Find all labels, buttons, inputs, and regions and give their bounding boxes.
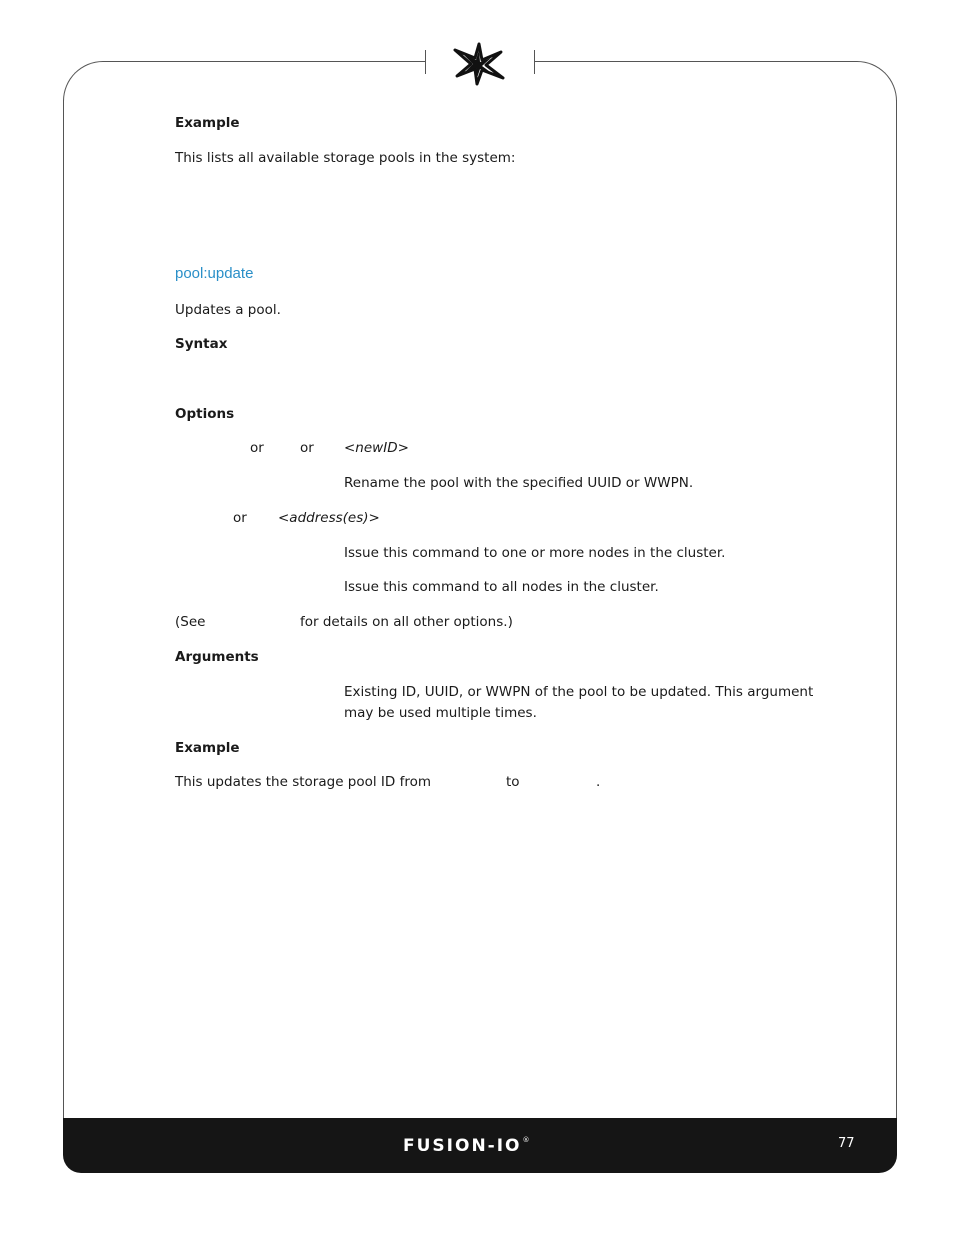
arguments-heading: Arguments: [175, 649, 259, 665]
pool-update-description: Updates a pool.: [175, 302, 281, 318]
example-description: This lists all available storage pools in the system:: [175, 150, 516, 166]
footer-brand-text: FUSION-IO: [403, 1136, 522, 1156]
page-frame-top-right: [535, 61, 897, 101]
options-heading: Options: [175, 406, 235, 422]
footer-brand-logo: [403, 1136, 532, 1156]
frame-tick-left: [425, 50, 426, 74]
example-heading: Example: [175, 740, 240, 756]
example-description-to: to: [506, 774, 520, 790]
frame-tick-right: [534, 50, 535, 74]
option-separator-or: or: [250, 440, 264, 456]
example-heading: Example: [175, 115, 240, 131]
option-description-nodes: Issue this command to one or more nodes in the cluster.: [344, 545, 726, 561]
page-frame-left: [63, 100, 64, 1120]
see-reference-prefix: (See: [175, 614, 206, 630]
argument-description: Existing ID, UUID, or WWPN of the pool to be updated. This argument may be used multiple times.: [344, 684, 814, 721]
see-reference-suffix: for details on all other options.): [300, 614, 513, 630]
option-argument-addresses: <address(es)>: [278, 510, 380, 526]
option-separator-or: or: [300, 440, 314, 456]
section-heading-pool-update: pool:update: [175, 265, 254, 282]
page-frame-right: [896, 100, 897, 1120]
page-footer: [63, 1118, 897, 1173]
example-description-prefix: This updates the storage pool ID from: [175, 774, 432, 790]
option-description-rename: Rename the pool with the specified UUID or WWPN.: [344, 475, 694, 491]
registered-mark: ®: [522, 1136, 532, 1144]
option-description-all-nodes: Issue this command to all nodes in the cluster.: [344, 579, 659, 595]
example-description-end: .: [596, 774, 601, 790]
page-number: 77: [838, 1136, 855, 1151]
syntax-heading: Syntax: [175, 336, 228, 352]
fusion-io-star-logo-icon: [451, 42, 507, 86]
option-separator-or: or: [233, 510, 247, 526]
option-argument-newid: <newID>: [344, 440, 409, 456]
page-frame-top-left: [63, 61, 425, 101]
